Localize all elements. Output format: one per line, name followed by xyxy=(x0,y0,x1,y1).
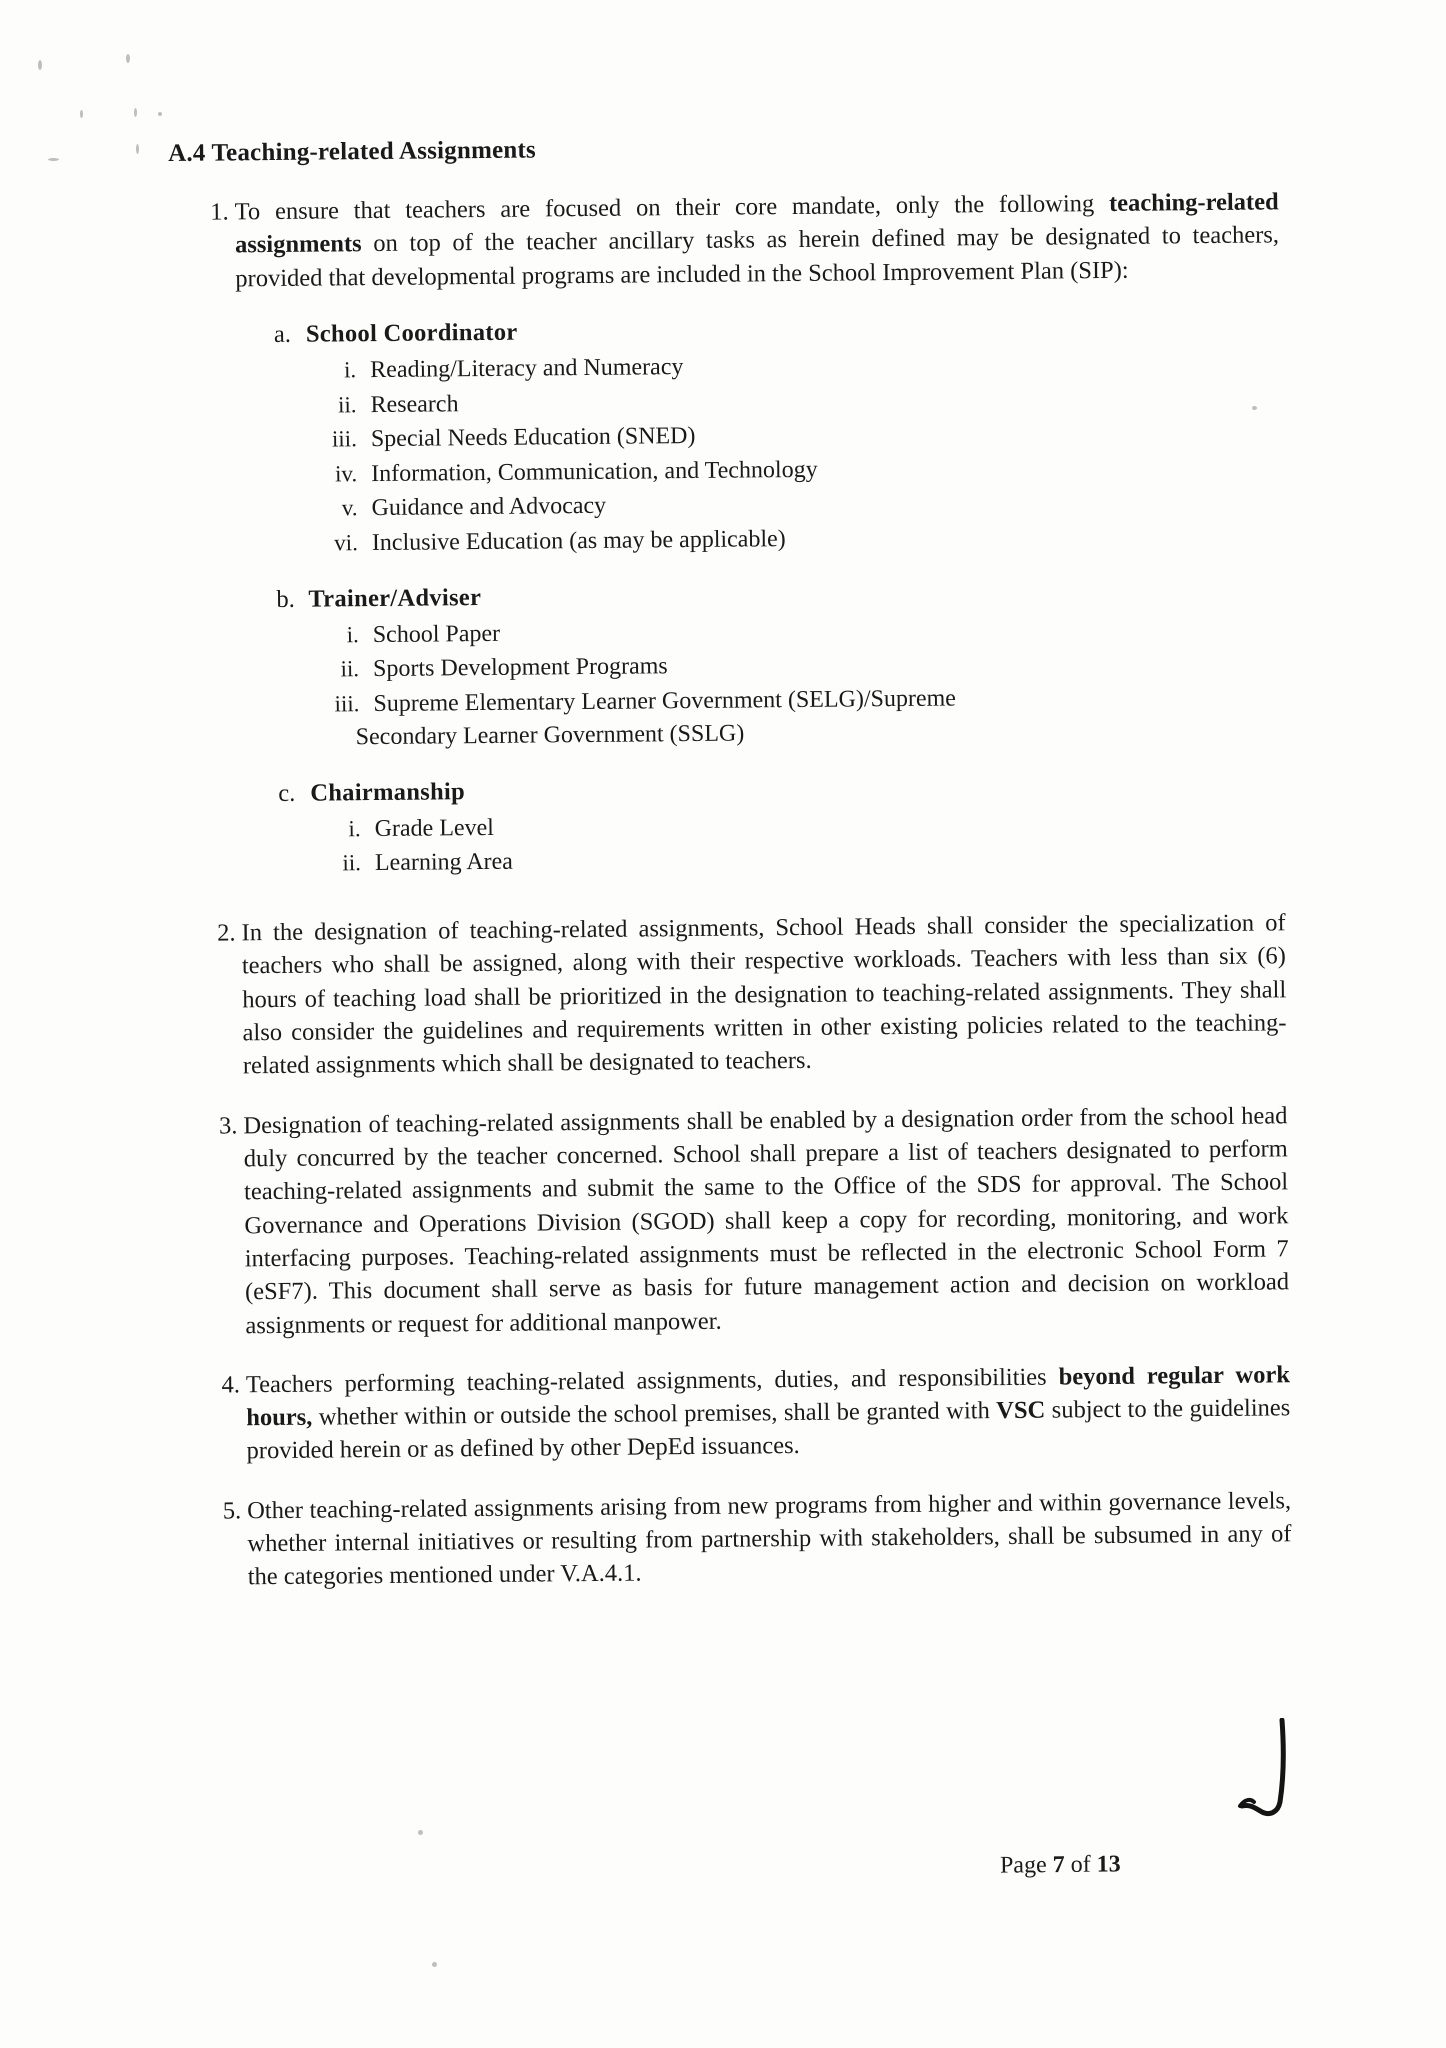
point-text: Information, Communication, and Technology xyxy=(371,456,818,487)
point-number: vi. xyxy=(334,530,358,556)
scan-artifact xyxy=(136,144,139,154)
list-item-number: 2. xyxy=(217,919,236,947)
list-item xyxy=(175,906,1287,1083)
list-item-text: To ensure that teachers are focused on their core mandate, only the following teaching-related assignments on top of the teacher ancillary tasks as herein defined may be designated to teachers, provided that developmental programs are included in the School Improvement Plan (SIP): xyxy=(234,188,1280,292)
scan-artifact xyxy=(158,112,162,116)
point-text: School Paper xyxy=(372,620,501,648)
footer-page-number: 7 xyxy=(1052,1851,1065,1879)
point-number: i. xyxy=(343,357,357,383)
point-number: i. xyxy=(346,621,359,647)
list-item xyxy=(180,1358,1291,1469)
list-item-number: 5. xyxy=(222,1497,242,1525)
point-text: Special Needs Education (SNED) xyxy=(370,423,696,453)
point-number: iii. xyxy=(334,690,360,717)
point-number: iv. xyxy=(334,460,358,487)
scan-artifact xyxy=(38,60,42,70)
point-text: Research xyxy=(370,390,459,418)
point-number: i. xyxy=(348,816,361,842)
footer-middle: of xyxy=(1064,1851,1097,1878)
list-item xyxy=(177,1099,1289,1343)
scan-artifact xyxy=(432,1962,437,1967)
point-number: ii. xyxy=(337,391,357,417)
list-item-text: Designation of teaching-related assignments shall be enabled by a designation order from the school head duly concurred by the teacher concerned. School shall prepare a list of teachers designated to perform teaching-related assignments and submit the same to the Office of the SDS for approval. The School Governance and Operations Division (SGOD) shall keep a copy for recording, monitoring, and work interfacing purposes. Teaching-related assignments must be reflected in the electronic School Form 7 (eSF7). This document shall serve as basis for future management action and decision on workload assignments or request for additional manpower. xyxy=(243,1101,1290,1339)
point-text-continued: Secondary Learner Government (SSLG) xyxy=(355,720,745,751)
sublist-item-c xyxy=(174,770,1284,809)
scan-artifact xyxy=(126,54,130,63)
document-body xyxy=(168,129,1292,1620)
sublist-item-label: School Coordinator xyxy=(305,318,518,348)
point-number: iii. xyxy=(331,426,357,452)
list-item-number: 4. xyxy=(221,1371,241,1399)
scan-artifact xyxy=(48,158,59,161)
sublist-item-label: Chairmanship xyxy=(310,778,466,807)
point-text: Supreme Elementary Learner Government (SELG)/Supreme xyxy=(373,685,956,717)
point-text: Reading/Literacy and Numeracy xyxy=(370,354,684,384)
footer-prefix: Page xyxy=(999,1852,1053,1879)
scan-artifact xyxy=(134,108,137,117)
point-number: ii. xyxy=(340,656,360,682)
sublist-item-number: c. xyxy=(278,779,296,807)
point-text: Guidance and Advocacy xyxy=(371,493,607,522)
page-footer xyxy=(1000,1851,1121,1879)
sublist-item-a xyxy=(170,311,1280,350)
sublist-item-label: Trainer/Adviser xyxy=(308,583,482,613)
point-text: Learning Area xyxy=(374,849,514,877)
footer-total-pages: 13 xyxy=(1096,1851,1121,1878)
list-item xyxy=(181,1484,1292,1595)
list-item-number: 3. xyxy=(218,1112,238,1140)
point-number: v. xyxy=(341,495,358,521)
point-text: Inclusive Education (as may be applicable) xyxy=(371,525,786,556)
handwritten-signature-mark xyxy=(1222,1718,1302,1828)
sublist-item-number: b. xyxy=(276,585,295,613)
scan-artifact xyxy=(418,1830,423,1835)
point-text: Grade Level xyxy=(374,814,495,842)
sublist-item-number: a. xyxy=(273,320,292,348)
point-number: ii. xyxy=(342,850,362,876)
scan-artifact xyxy=(80,110,83,118)
list-item-number: 1. xyxy=(210,198,229,226)
sublist-item-b xyxy=(172,576,1282,615)
list-item-text: Other teaching-related assignments arising from new programs from higher and within governance levels, whether internal initiatives or resulting from partnership with stakeholders, shall be subsumed in any of the categories mentioned under V.A.4.1. xyxy=(247,1487,1292,1591)
point-text: Sports Development Programs xyxy=(372,653,668,683)
point-item xyxy=(173,679,1284,757)
list-item-text: In the designation of teaching-related assignments, School Heads shall consider the specialization of teachers who shall be assigned, along with their respective workloads. Teachers with less than six (6) hours of teaching load shall be prioritized in the designation to teaching-related assignments. They shall also consider the guidelines and requirements written in other existing policies related to the teaching-related assignments which shall be designated to teachers. xyxy=(241,909,1287,1080)
section-heading: A.4 Teaching-related Assignments xyxy=(168,136,537,167)
list-item-text: Teachers performing teaching-related assignments, duties, and responsibilities beyond regular work hours, whether within or outside the school premises, shall be granted with VSC subject to the guidelines provided herein or as defined by other DepEd issuances. xyxy=(245,1361,1291,1465)
list-item xyxy=(169,185,1280,296)
